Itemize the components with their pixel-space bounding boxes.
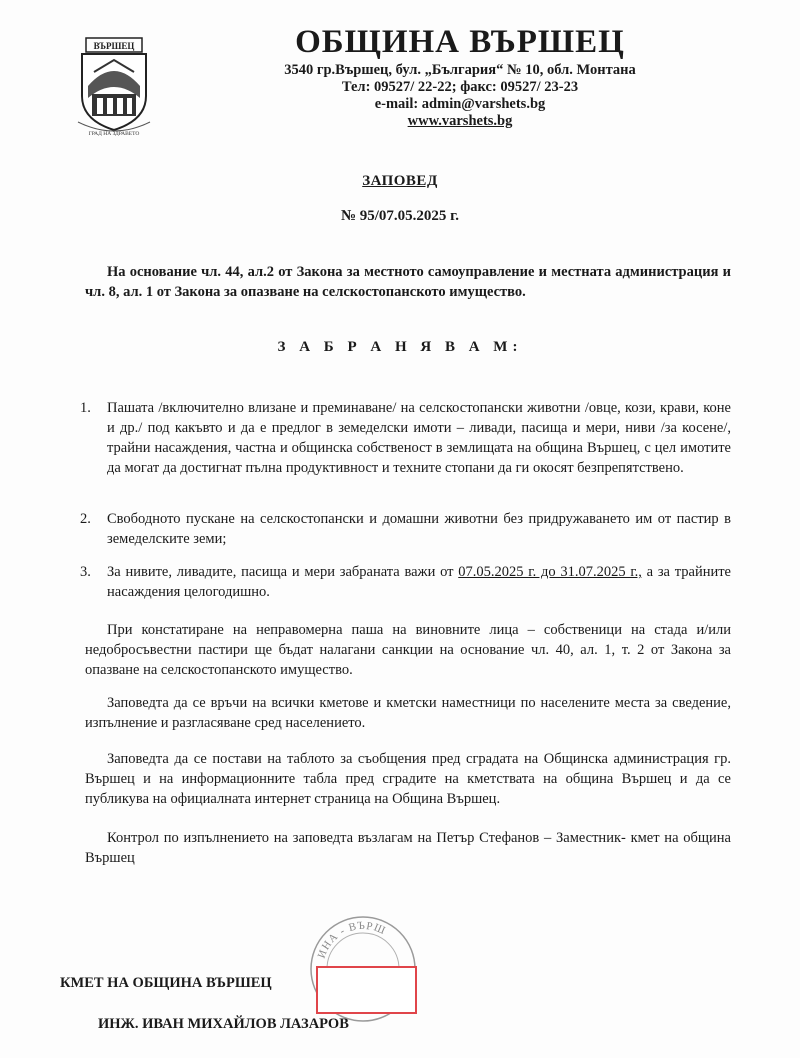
item-number: 1. xyxy=(80,400,91,416)
item-text xyxy=(107,562,731,602)
svg-text:ИНА - ВЪРШ xyxy=(316,920,388,960)
ban-period: 07.05.2025 г. до 31.07.2025 г., xyxy=(458,564,642,580)
paragraph-delivery: Заповедта да се връчи на всички кметове и кметски наместници по населените места за сведение, изпълнение и разгласяване сред населението. xyxy=(85,695,731,731)
item-text: Свободното пускане на селскостопански и домашни животни без придружаването им от пастир в земеделските земи; xyxy=(107,511,731,547)
item-text: Пашата /включително влизане и преминаване/ на селскостопански животни /овце, кози, крави, коне и др./ под какъвто и да е предлог в земеделски имоти – ливади, пасища и мери, ниви /за косене/, трайни насаждения, частна и общинска собственост в землищата на община Вършец, с цел имотите да могат да достигнат пълна продуктивност и техните стопани да ги окосят безпрепятствено. xyxy=(107,400,731,476)
email-line: e-mail: admin@varshets.bg xyxy=(374,96,546,112)
paragraph-control: Контрол по изпълнението на заповедта възлагам на Петър Стефанов – Заместник- кмет на община Вършец xyxy=(85,830,731,866)
organization-name: ОБЩИНА ВЪРШЕЦ xyxy=(295,24,625,60)
address-line: 3540 гр.Вършец, бул. „България“ № 10, обл. Монтана xyxy=(284,62,636,78)
item-number: 3. xyxy=(80,564,91,580)
order-number: № 95/07.05.2025 г. xyxy=(340,208,460,224)
list-item xyxy=(80,509,731,549)
order-title: ЗАПОВЕД xyxy=(362,173,438,189)
paragraph-publication: Заповедта да се постави на таблото за съобщения пред сградата на Общинска администрация гр. Вършец и на информационните табла пред сградите на кметствата на община Вършец и да се публикува на официалната интернет страница на Община Вършец. xyxy=(85,751,731,807)
municipal-crest-icon xyxy=(72,36,156,136)
item-text-before: За нивите, ливадите, пасища и мери забраната важи от xyxy=(107,564,459,580)
signatory-name: ИНЖ. ИВАН МИХАЙЛОВ ЛАЗАРОВ xyxy=(98,1016,349,1032)
item-number: 2. xyxy=(80,511,91,527)
legal-basis: На основание чл. 44, ал.2 от Закона за местното самоуправление и местната администрация и чл. 8, ал. 1 от Закона за опазване на селскостопанското имущество. xyxy=(85,264,731,300)
phone-fax-line: Тел: 09527/ 22-22; факс: 09527/ 23-23 xyxy=(341,79,579,95)
item-text-after: а за трайните насаждения целогодишно. xyxy=(107,564,731,600)
svg-text:ВЪРШЕЦ: ВЪРШЕЦ xyxy=(93,41,135,51)
paragraph-sanctions: При констатиране на неправомерна паша на виновните лица – собственици на стада и/или недобросъвестни пастири ще бъдат налагани санкции на основание чл. 40, ал. 1, т. 2 от Закона за опазване на селскостопанското имущество. xyxy=(85,622,731,678)
svg-text:ГРАД НА ЗДРАВЕТО: ГРАД НА ЗДРАВЕТО xyxy=(88,131,140,136)
ban-heading: З А Б Р А Н Я В А М: xyxy=(277,339,523,355)
stamp-text: ИНА - ВЪРШ xyxy=(315,919,388,961)
website-link[interactable]: www.varshets.bg xyxy=(407,113,513,129)
redacted-signature xyxy=(316,966,417,1014)
letterhead xyxy=(170,22,750,130)
list-item xyxy=(80,398,731,478)
list-item xyxy=(80,562,731,602)
signatory-position: КМЕТ НА ОБЩИНА ВЪРШЕЦ xyxy=(60,975,272,991)
